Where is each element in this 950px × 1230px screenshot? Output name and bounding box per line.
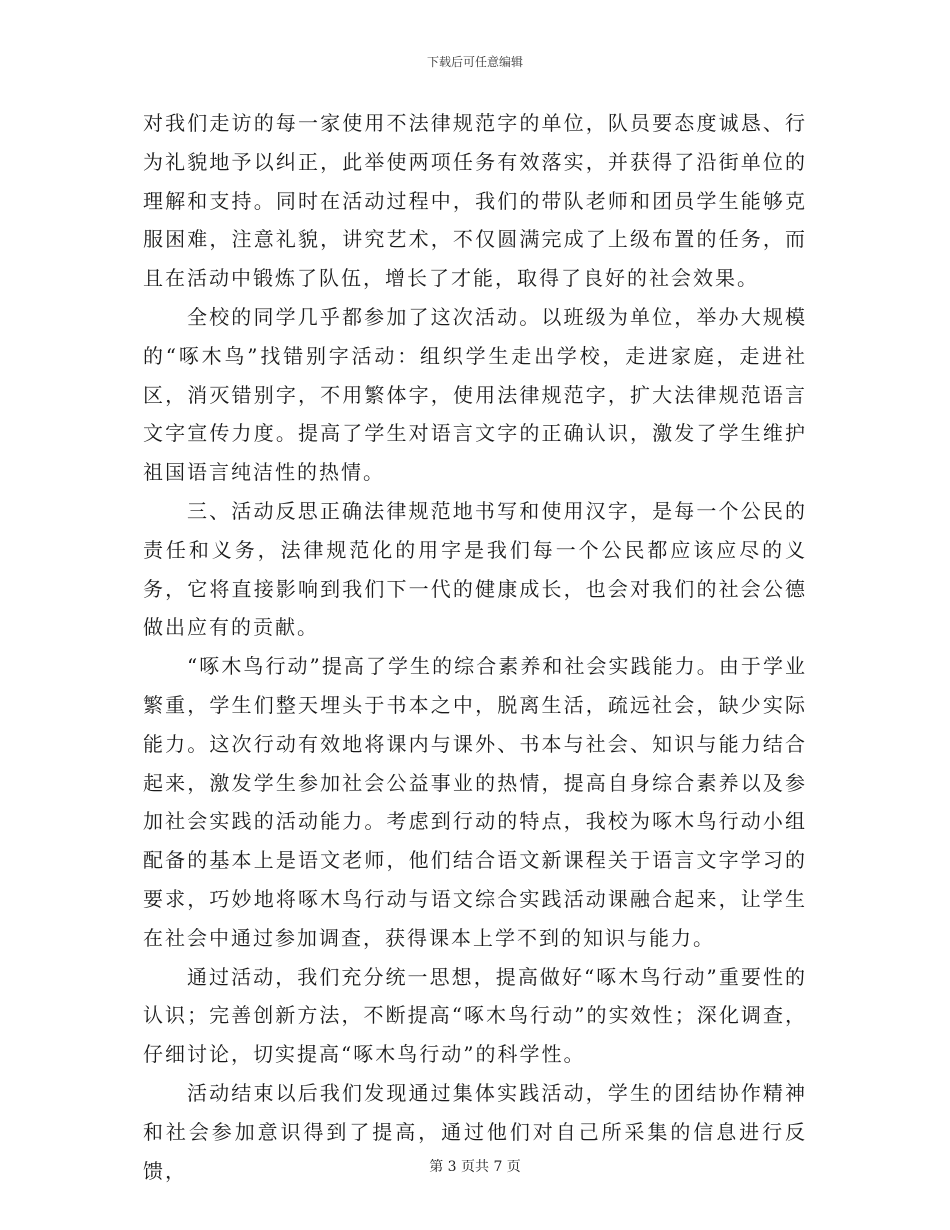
document-body xyxy=(143,104,807,1190)
page-header: 下载后可任意编辑 xyxy=(426,55,523,69)
paragraph-continuation: 对我们走访的每一家使用不法律规范字的单位，队员要态度诚恳、行为礼貌地予以纠正，此举使两项任务有效落实，并获得了沿街单位的理解和支持。同时在活动过程中，我们的带队老师和团员学生能够克服困难，注意礼貌，讲究艺术，不仅圆满完成了上级布置的任务，而且在活动中锻炼了队伍，增长了才能，取得了良好的社会效果。 xyxy=(143,111,807,291)
paragraph-through-activity: 通过活动，我们充分统一思想，提高做好“啄木鸟行动”重要性的认识；完善创新方法，不断提高“啄木鸟行动”的实效性；深化调查，仔细讨论，切实提高“啄木鸟行动”的科学性。 xyxy=(143,964,807,1067)
paragraph-reflection-heading: 三、活动反思正确法律规范地书写和使用汉字，是每一个公民的责任和义务，法律规范化的用字是我们每一个公民都应该应尽的义务，它将直接影响到我们下一代的健康成长，也会对我们的社会公德做出应有的贡献。 xyxy=(143,498,807,640)
paragraph-after-activity: 活动结束以后我们发现通过集体实践活动，学生的团结协作精神和社会参加意识得到了提高，通过他们对自己所采集的信息进行反馈， xyxy=(143,1080,807,1183)
paragraph-school-activity: 全校的同学几乎都参加了这次活动。以班级为单位，举办大规模的“啄木鸟”找错别字活动：组织学生走出学校，走进家庭，走进社区，消灭错别字，不用繁体字，使用法律规范字，扩大法律规范语言文字宣传力度。提高了学生对语言文字的正确认识，激发了学生维护祖国语言纯洁性的热情。 xyxy=(143,304,807,485)
page-number: 第 3 页共 7 页 xyxy=(429,1159,521,1175)
paragraph-woodpecker-action: “啄木鸟行动”提高了学生的综合素养和社会实践能力。由于学业繁重，学生们整天埋头于书本之中，脱离生活，疏远社会，缺少实际能力。这次行动有效地将课内与课外、书本与社会、知识与能力结合起来，激发学生参加社会公益事业的热情，提高自身综合素养以及参加社会实践的活动能力。考虑到行动的特点，我校为啄木鸟行动小组配备的基本上是语文老师，他们结合语文新课程关于语言文字学习的要求，巧妙地将啄木鸟行动与语文综合实践活动课融合起来，让学生在社会中通过参加调查，获得课本上学不到的知识与能力。 xyxy=(143,654,807,950)
